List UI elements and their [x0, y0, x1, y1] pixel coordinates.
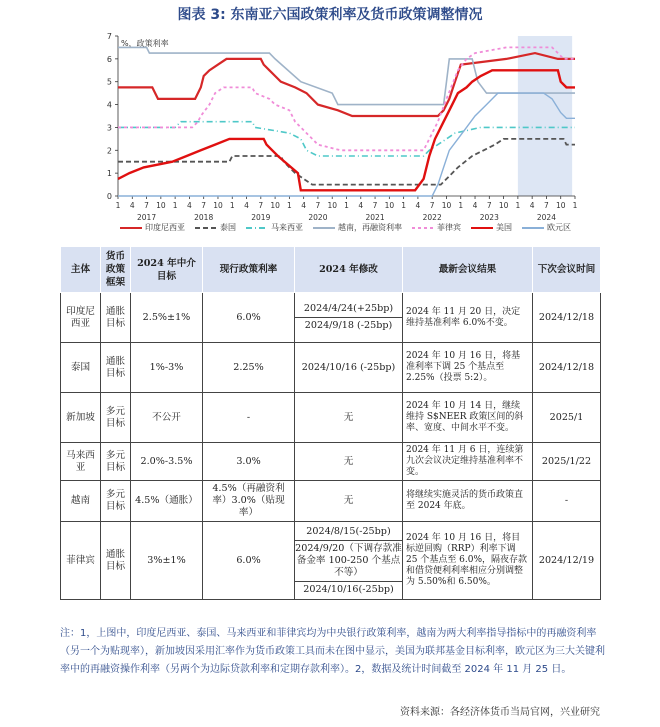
cell-target: 不公开: [131, 393, 203, 443]
cell-entity: 新加坡: [61, 393, 101, 443]
y-tick-label: 3: [106, 123, 112, 133]
cell-changes: [295, 393, 403, 443]
cell-rate: 2.25%: [203, 343, 295, 393]
y-tick-label: 0: [106, 192, 112, 201]
change-entry: 无: [343, 495, 354, 506]
x-tick-label: 7: [372, 201, 378, 210]
x-tick-label: 7: [544, 201, 549, 210]
header-meeting: 最新会议结果: [403, 247, 533, 293]
x-tick-label: 4: [301, 201, 307, 210]
y-axis-label: %，政策利率: [121, 39, 169, 48]
cell-next: 2024/12/19: [533, 522, 601, 600]
legend-swatch: [120, 225, 142, 231]
cell-framework: 多元目标: [101, 443, 131, 481]
x-tick-label: 4: [529, 201, 535, 210]
y-tick-label: 1: [106, 169, 112, 179]
x-tick-label: 10: [213, 201, 223, 210]
cell-entity: 印度尼西亚: [61, 293, 101, 343]
table-row: [61, 481, 601, 522]
x-tick-label: 7: [429, 201, 435, 210]
cell-target: 1%-3%: [131, 343, 203, 393]
x-tick-label: 7: [144, 201, 149, 210]
x-tick-label: 7: [486, 201, 492, 210]
series-line-5: [118, 70, 575, 190]
chart-legend: [120, 222, 600, 233]
x-tick-label: 10: [384, 201, 395, 210]
change-entry: 2024/4/24(+25bp): [295, 301, 402, 318]
series-line-1: [118, 139, 575, 185]
cell-changes: [295, 443, 403, 481]
x-tick-label: 10: [441, 201, 452, 210]
legend-label: 越南，再融资利率: [338, 223, 402, 232]
x-tick-label: 1: [572, 201, 578, 210]
x-tick-label: 4: [415, 201, 421, 210]
table-row: [61, 393, 601, 443]
header-changes: 2024 年修改: [295, 247, 403, 293]
x-tick-label: 4: [472, 201, 478, 210]
cell-framework: 通胀目标: [101, 293, 131, 343]
legend-swatch: [412, 225, 434, 231]
legend-label: 菲律宾: [437, 223, 461, 232]
cell-next: 2024/12/18: [533, 343, 601, 393]
legend-item: [313, 222, 402, 233]
table-row: [61, 343, 601, 393]
cell-target: 3%±1%: [131, 522, 203, 600]
year-label: 2021: [365, 213, 385, 222]
x-tick-label: 1: [286, 201, 292, 210]
change-entry: 2024/9/20（下调存款准备金率 100-250 个基点不等）: [295, 541, 402, 582]
change-entry: 2024/8/15(-25bp): [295, 524, 402, 541]
cell-rate: 4.5%（再融资利率）3.0%（贴现率）: [203, 481, 295, 522]
cell-target: 2.0%-3.5%: [131, 443, 203, 481]
cell-entity: 泰国: [61, 343, 101, 393]
change-entry: 2024/10/16(-25bp): [303, 583, 394, 595]
year-label: 2024: [536, 213, 556, 222]
legend-item: [412, 222, 461, 233]
legend-item: [120, 222, 185, 233]
cell-framework: 通胀目标: [101, 522, 131, 600]
y-tick-label: 2: [106, 146, 112, 156]
x-tick-label: 7: [201, 201, 207, 210]
x-tick-label: 1: [172, 201, 178, 210]
cell-meeting: 2024 年 10 月 16 日，将目标逆回购（RRP）利率下调 25 个基点至 6.0%，隔夜存款和借贷便利利率相应分别调整为 5.50%和 6.50%。: [403, 522, 533, 600]
cell-rate: 3.0%: [203, 443, 295, 481]
x-tick-label: 10: [156, 201, 166, 210]
x-tick-label: 1: [344, 201, 349, 210]
cell-next: -: [533, 481, 601, 522]
legend-swatch: [471, 225, 493, 231]
cell-meeting: 2024 年 11 月 6 日，连续第九次会议决定维持基准利率不变。: [403, 443, 533, 481]
header-next: 下次会议时间: [533, 247, 601, 293]
cell-target: 4.5%（通胀）: [131, 481, 203, 522]
change-entry: 无: [343, 455, 354, 467]
legend-item: [471, 222, 512, 233]
series-line-6: [118, 93, 575, 196]
cell-changes: [295, 343, 403, 393]
x-tick-label: 1: [401, 201, 407, 210]
legend-item: [246, 222, 303, 233]
x-tick-label: 4: [129, 201, 135, 210]
cell-rate: 6.0%: [203, 293, 295, 343]
legend-label: 美国: [496, 223, 512, 232]
legend-item: [522, 222, 571, 233]
legend-label: 欧元区: [547, 223, 571, 232]
x-tick-label: 7: [258, 201, 264, 210]
year-label: 2017: [137, 213, 157, 222]
x-tick-label: 1: [458, 201, 464, 210]
x-tick-label: 10: [270, 201, 280, 210]
legend-swatch: [522, 225, 544, 231]
x-tick-label: 10: [498, 201, 509, 210]
cell-changes: [295, 522, 403, 600]
figure-title: 图表 3: 东南亚六国政策利率及货币政策调整情况: [177, 7, 483, 23]
table-row: [61, 293, 601, 343]
change-entry: 2024/10/16 (-25bp): [301, 361, 396, 373]
cell-meeting: 将继续实施灵活的货币政策直至 2024 年底。: [403, 481, 533, 522]
legend-swatch: [313, 225, 335, 231]
header-framework: 货币政策框架: [101, 247, 131, 293]
footnote: 注：1，上图中，印度尼西亚、泰国、马来西亚和菲律宾均为中央银行政策利率，越南为两大利率指导指标中的再融资利率（另一个为贴现率），新加坡因采用汇率作为货币政策工具而未在图中显示，美国为联邦基金目标利率，欧元区为三大关键利率中的再融资操作利率（另两个为边际贷款利率和定期存款利率）。2，数据及统计时间截至 2024 年 11 月 25 日。: [60, 628, 605, 675]
year-label: 2020: [308, 213, 328, 222]
x-tick-label: 4: [358, 201, 364, 210]
x-tick-label: 10: [327, 201, 337, 210]
cell-entity: 菲律宾: [61, 522, 101, 600]
x-tick-label: 1: [115, 201, 121, 210]
legend-item: [195, 222, 236, 233]
x-tick-label: 1: [515, 201, 521, 210]
table-row: [61, 443, 601, 481]
y-tick-label: 6: [106, 54, 112, 64]
source-line: 资料来源：各经济体货币当局官网，兴业研究: [400, 707, 600, 718]
cell-target: 2.5%±1%: [131, 293, 203, 343]
cell-entity: 越南: [61, 481, 101, 522]
cell-entity: 马来西亚: [61, 443, 101, 481]
change-entry: 2024/9/18 (-25bp): [304, 320, 393, 331]
year-label: 2019: [251, 213, 271, 222]
series-line-3: [118, 47, 575, 104]
cell-meeting: 2024 年 10 月 14 日，继续维持 S$NEER 政策区间的斜率、宽度、中间水平不变。: [403, 393, 533, 443]
cell-framework: 多元目标: [101, 393, 131, 443]
x-tick-label: 4: [187, 201, 192, 210]
table-header-row: [61, 247, 601, 293]
y-tick-label: 4: [106, 100, 112, 110]
cell-framework: 多元目标: [101, 481, 131, 522]
y-tick-label: 5: [106, 77, 112, 87]
legend-label: 泰国: [220, 223, 236, 232]
year-label: 2023: [479, 213, 499, 222]
x-tick-label: 4: [244, 201, 249, 210]
legend-label: 马来西亚: [271, 223, 303, 232]
cell-framework: 通胀目标: [101, 343, 131, 393]
cell-meeting: 2024 年 11 月 20 日，决定维持基准利率 6.0%不变。: [403, 293, 533, 343]
cell-next: 2024/12/18: [533, 293, 601, 343]
table-row: [61, 522, 601, 600]
cell-changes: [295, 481, 403, 522]
policy-table: [60, 246, 601, 600]
header-entity: 主体: [61, 247, 101, 293]
x-tick-label: 1: [229, 201, 235, 210]
y-tick-label: 7: [106, 32, 112, 41]
legend-label: 印度尼西亚: [145, 223, 185, 232]
change-entry: 无: [343, 411, 354, 423]
series-line-0: [118, 53, 575, 116]
x-tick-label: 10: [555, 201, 566, 210]
legend-swatch: [195, 225, 217, 231]
policy-rate-chart: [100, 30, 580, 222]
header-target: 2024 年中介目标: [131, 247, 203, 293]
year-label: 2022: [422, 213, 442, 222]
x-tick-label: 7: [315, 201, 321, 210]
cell-rate: -: [203, 393, 295, 443]
cell-rate: 6.0%: [203, 522, 295, 600]
cell-changes: [295, 293, 403, 343]
cell-next: 2025/1/22: [533, 443, 601, 481]
year-label: 2018: [194, 213, 214, 222]
header-rate: 现行政策利率: [203, 247, 295, 293]
legend-swatch: [246, 225, 268, 231]
cell-meeting: 2024 年 10 月 16 日，将基准利率下调 25 个基点至 2.25%（投票 5:2）。: [403, 343, 533, 393]
cell-next: 2025/1: [533, 393, 601, 443]
